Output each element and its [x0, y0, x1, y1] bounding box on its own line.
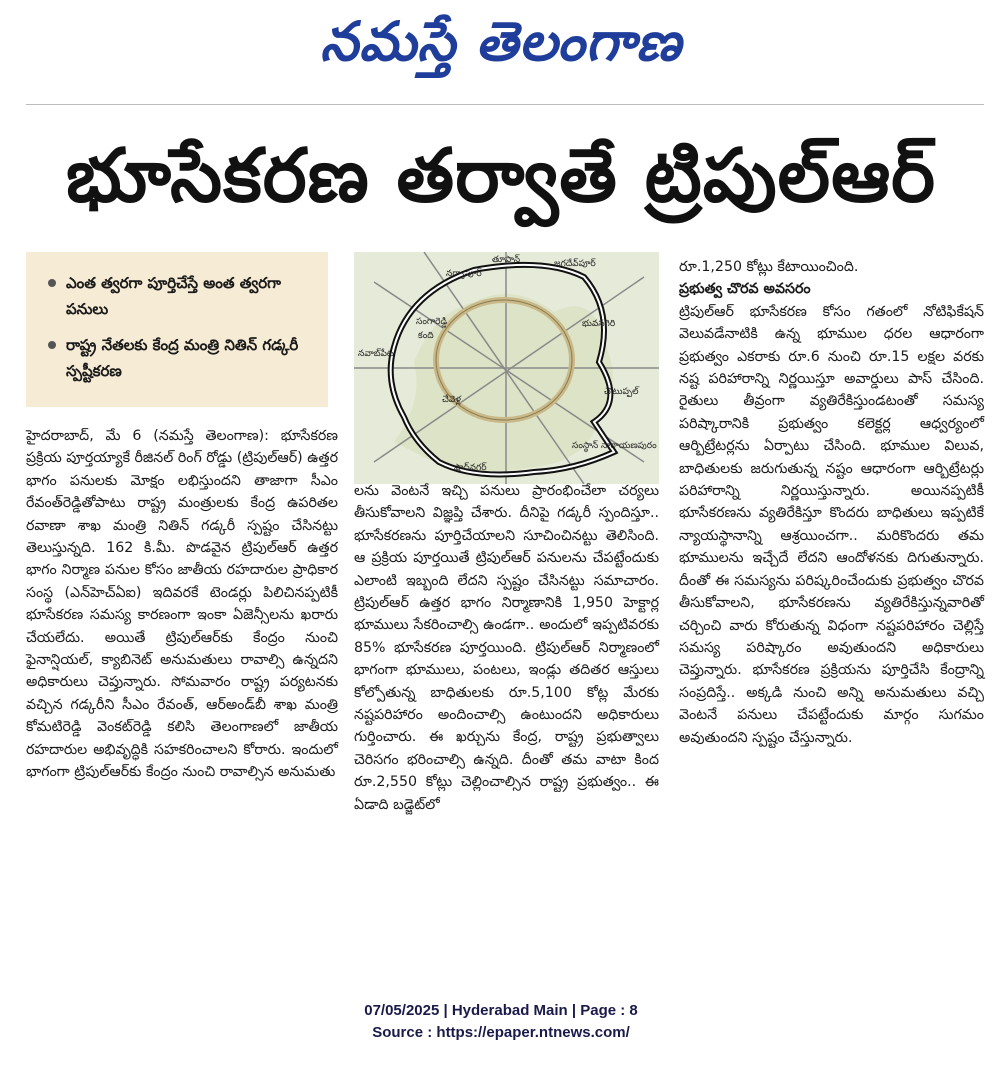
map-label: నవాబ్‌పేట [358, 349, 394, 359]
footer-edition-info: 07/05/2025 | Hyderabad Main | Page : 8 [364, 1002, 638, 1019]
bullet-icon [48, 279, 56, 287]
article-headline: భూసేకరణ తర్వాతే ట్రిపుల్‌ఆర్ [65, 133, 937, 219]
map-label: నర్సాపూర్ [446, 269, 482, 279]
map-graphic [354, 252, 659, 484]
rrr-map [354, 252, 659, 484]
page-footer [0, 1000, 1002, 1044]
map-label: చేవెళ్ల [442, 395, 462, 405]
footer-source[interactable]: Source : https://epaper.ntnews.com/ [372, 1024, 630, 1041]
map-label: భువనగిరి [582, 319, 616, 329]
article-column-1 [26, 425, 338, 784]
map-label: కంది [418, 331, 434, 341]
masthead-logo: నమస్తే తెలంగాణ [320, 10, 682, 73]
map-label: సంగారెడ్డి [416, 317, 448, 327]
column-3-intro: రూ.1,250 కోట్లు కేటాయించింది. [679, 259, 859, 275]
highlights-box [26, 252, 328, 407]
map-label: సంస్థాన్ నారాయణపురం [572, 441, 657, 451]
highlight-item [48, 332, 328, 384]
map-label: షాద్‌నగర్ [454, 463, 487, 473]
article-column-2 [354, 480, 659, 816]
bullet-icon [48, 341, 56, 349]
map-label: చౌటుప్పల్ [604, 387, 639, 397]
column-3-text: ట్రిపుల్‌ఆర్ భూసేకరణ కోసం గతంలో నోటిఫికేషన్ వెలువడేనాటికి ఉన్న భూముల ధరల ఆధారంగా ప్రభుత్వం ఎకరాకు రూ.6 నుంచి రూ.15 లక్షల వరకు నష్ట పరిహారాన్ని నిర్ణయిస్తూ అవార్డులు పాస్ చేసింది. రైతులు తీవ్రంగా వ్యతిరేకిస్తుండటంతో సమస్య పరిష్కారానికి ప్రభుత్వం కలెక్టర్ల ఆధ్వర్యంలో ఆర్బిట్రేటర్లను ఏర్పాటు చేసింది. భూముల విలువ, బాధితులకు జరుగుతున్న నష్టం ఆధారంగా ఆర్బిట్రేటర్లు పరిహారాన్ని నిర్ణయిస్తున్నారు. అయినప్పటికీ భూసేకరణను వ్యతిరేకిస్తూ కొందరు బాధితులు ఇప్పటికే న్యాయస్థానాన్ని ఆశ్రయించగా.. మరికొందరు తమ భూములను ఇచ్చేదే లేదని ఆందోళనకు దిగుతున్నారు. దీంతో ఈ సమస్యను పరిష్కరించేందుకు ప్రభుత్వం చొరవ తీసుకోవాలని, భూసేకరణను వ్యతిరేకిస్తున్నవారితో చర్చించి వారు కోరుతున్న విధంగా నష్టపరిహారం చెల్లిస్తే సమస్య పరిష్కారం అవుతుందని అధికారులు చెప్తున్నారు. భూసేకరణ ప్రక్రియను పూర్తిచేసి కేంద్రాన్ని సంప్రదిస్తే.. అక్కడి నుంచి అన్ని అనుమతులు వచ్చి వెంటనే పనులు చేపట్టేందుకు మార్గం సుగమం అవుతుందని స్పష్టం చేస్తున్నారు. [679, 303, 984, 746]
highlight-text: రాష్ట్ర నేతలకు కేంద్ర మంత్రి నితిన్ గడ్కరీ స్పష్టీకరణ [66, 336, 299, 380]
map-label: తూప్రాన్ [492, 255, 521, 265]
masthead-divider [26, 104, 984, 105]
column-2-text: లను వెంటనే ఇచ్చి పనులు ప్రారంభించేలా చర్యలు తీసుకోవాలని విజ్ఞప్తి చేశారు. దీనిపై గడ్కరీ స్పందిస్తూ.. భూసేకరణను పూర్తిచేయాలని సూచించినట్టు తెలిసింది. ఆ ప్రక్రియ పూర్తయితే ట్రిపుల్‌ఆర్ పనులను చేపట్టేందుకు ఎలాంటి ఇబ్బంది లేదని స్పష్టం చేసినట్టు సమాచారం. ట్రిపుల్‌ఆర్ ఉత్తర భాగం నిర్మాణానికి 1,950 హెక్టార్ల భూములు సేకరించాల్సి ఉండగా.. అందులో ఇప్పటివరకు 85% భూసేకరణ పూర్తయింది. ట్రిపుల్‌ఆర్ నిర్మాణంలో భాగంగా భూములు, పంటలు, ఇండ్లు తదితర ఆస్తులు కోల్పోతున్న బాధితులకు రూ.5,100 కోట్ల మేరకు నష్టపరిహారం అందించాల్సి ఉంటుందని అధికారులు గుర్తించారు. ఈ ఖర్చును కేంద్ర, రాష్ట్ర ప్రభుత్వాలు చెరిసగం భరించాల్సి ఉన్నది. దీంతో తమ వాటా కింద రూ.2,550 కోట్లు చెల్లించాల్సిన రాష్ట్ర ప్రభుత్వం.. ఈ ఏడాది బడ్జెట్‌లో [354, 483, 659, 813]
column-3-subhead: ప్రభుత్వ చొరవ అవసరం [679, 281, 811, 298]
highlight-item [48, 270, 328, 322]
map-label: జగదేవ్‌పూర్ [554, 259, 596, 269]
highlight-text: ఎంత త్వరగా పూర్తిచేస్తే అంత త్వరగా పనులు [66, 274, 281, 318]
article-column-3 [679, 256, 984, 749]
column-1-text: హైదరాబాద్, మే 6 (నమస్తే తెలంగాణ): భూసేకరణ ప్రక్రియ పూర్తయ్యాకే రీజినల్ రింగ్ రోడ్డు (ట్రిపుల్‌ఆర్) ఉత్తర భాగం పనులకు మోక్షం లభిస్తుందని తాజాగా సీఎం రేవంత్‌రెడ్డితోపాటు రాష్ట్ర మంత్రులకు కేంద్ర ఉపరితల రవాణా శాఖ మంత్రి నితిన్ గడ్కరీ స్పష్టం చేసినట్టు తెలుస్తున్నది. 162 కి.మీ. పొడవైన ట్రిపుల్‌ఆర్ ఉత్తర భాగం నిర్మాణ పనుల కోసం జాతీయ రహదారుల ప్రాధికార సంస్థ (ఎన్‌హెచ్‌ఏఐ) ఇదివరకే టెండర్లు పిలిచినప్పటికీ భూసేకరణ సమస్య కారణంగా ఇంకా ఏజెన్సీలను ఖరారు చేయలేదు. అయితే ట్రిపుల్‌ఆర్‌కు కేంద్రం నుంచి ఫైనాన్షియల్, క్యాబినెట్ అనుమతులు రావాల్సి ఉన్నదని అధికారులు చెప్తున్నారు. సోమవారం రాష్ట్ర పర్యటనకు వచ్చిన గడ్కరీని సీఎం రేవంత్, ఆర్‌అండ్‌బీ శాఖ మంత్రి కోమటిరెడ్డి వెంకట్‌రెడ్డి కలిసి తెలంగాణలో జాతీయ రహదారుల అభివృద్ధికి సహకరించాలని కోరారు. ఇందులో భాగంగా ట్రిపుల్‌ఆర్‌కు కేంద్రం నుంచి రావాల్సిన అనుమతు [26, 428, 338, 781]
